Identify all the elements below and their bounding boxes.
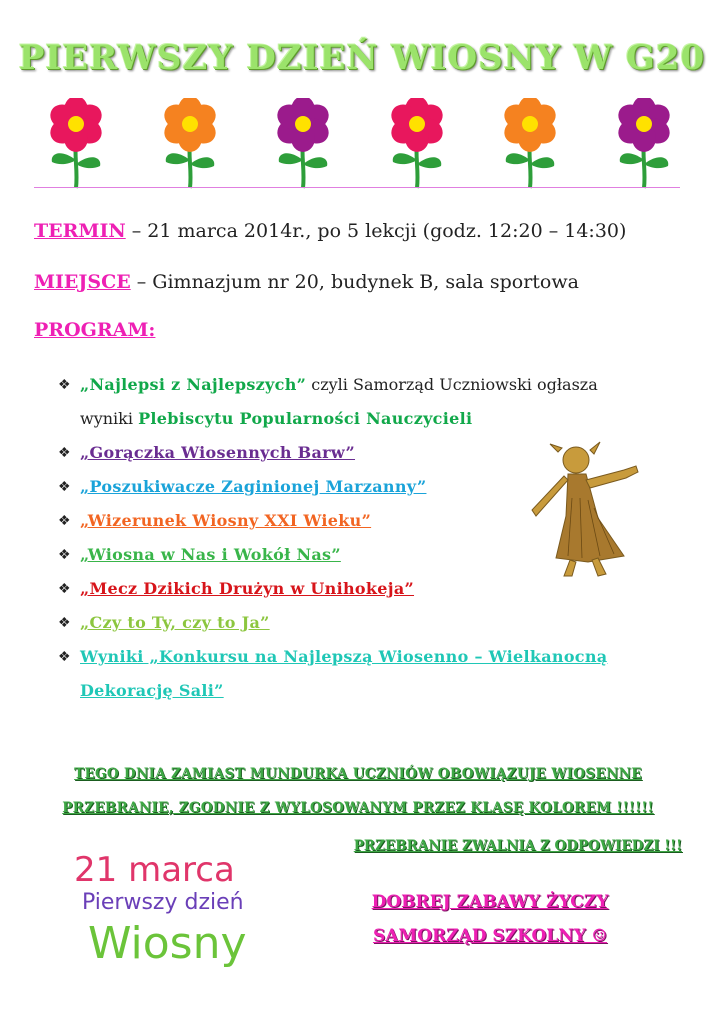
item-desc-line2: wyniki — [80, 409, 139, 428]
diamond-bullet-icon: ❖ — [58, 445, 71, 461]
notice-line-1: TEGO DNIA ZAMIAST MUNDURKA UCZNIÓW OBOWIĄZUJE WIOSENNE — [74, 766, 642, 782]
termin-label: TERMIN — [34, 220, 126, 242]
flower-leaf — [530, 157, 554, 168]
termin-line — [34, 220, 626, 242]
diamond-bullet-icon: ❖ — [58, 377, 71, 393]
logo-subtitle: Pierwszy dzień — [82, 890, 244, 915]
flower-icon — [598, 98, 690, 190]
marzanna-doll-icon — [528, 438, 650, 578]
item-desc: czyli Samorząd Uczniowski ogłasza — [306, 375, 598, 394]
diamond-bullet-icon: ❖ — [58, 547, 71, 563]
item-title-line2: Dekorację Sali” — [80, 681, 224, 700]
notice-line-3: PRZEBRANIE ZWALNIA Z ODPOWIEDZI !!! — [353, 838, 682, 854]
farewell-line-2: SAMORZĄD SZKOLNY ☺ — [372, 926, 608, 946]
item-title: „Wizerunek Wiosny XXI Wieku” — [80, 511, 372, 530]
flower-icon — [484, 98, 576, 190]
item-title: „Wiosna w Nas i Wokół Nas” — [80, 545, 341, 564]
flower-icon — [257, 98, 349, 190]
flower-leaf — [76, 157, 100, 168]
item-highlight: Plebiscytu Popularności Nauczycieli — [138, 409, 473, 428]
program-heading: PROGRAM: — [34, 319, 156, 341]
flower-leaf — [620, 153, 644, 164]
item-title: Wyniki „Konkursu na Najlepszą Wiosenno – Wielkanocną — [80, 647, 608, 666]
item-title: „Czy to Ty, czy to Ja” — [80, 613, 270, 632]
flower-leaf — [417, 157, 441, 168]
notice-line-2: PRZEBRANIE, ZGODNIE Z WYLOSOWANYM PRZEZ KLASĘ KOLOREM !!!!!! — [62, 800, 654, 816]
flower-leaf — [190, 157, 214, 168]
logo-word: Wiosny — [88, 918, 247, 969]
flower-icon — [144, 98, 236, 190]
flower-center — [636, 116, 652, 132]
flower-center — [182, 116, 198, 132]
diamond-bullet-icon: ❖ — [58, 615, 71, 631]
list-item — [58, 606, 678, 640]
diamond-bullet-icon: ❖ — [58, 513, 71, 529]
item-title: „Mecz Dzikich Drużyn w Unihokeja” — [80, 579, 415, 598]
miejsce-text: – Gimnazjum nr 20, budynek B, sala sportowa — [130, 271, 579, 293]
flower-leaf — [644, 157, 668, 168]
flower-leaf — [279, 153, 303, 164]
miejsce-line — [34, 271, 579, 293]
flower-icon — [30, 98, 122, 190]
spring-logo — [74, 848, 274, 978]
flower-center — [295, 116, 311, 132]
flower-leaf — [165, 153, 189, 164]
diamond-bullet-icon: ❖ — [58, 649, 71, 665]
farewell-line-1: DOBREJ ZABAWY ŻYCZY — [371, 892, 609, 912]
list-item — [58, 368, 678, 436]
diamond-bullet-icon: ❖ — [58, 581, 71, 597]
item-title: „Poszukiwacze Zaginionej Marzanny” — [80, 477, 427, 496]
logo-date: 21 marca — [74, 850, 235, 890]
flower-center — [409, 116, 425, 132]
flower-center — [522, 116, 538, 132]
flower-leaf — [303, 157, 327, 168]
diamond-bullet-icon: ❖ — [58, 479, 71, 495]
miejsce-label: MIEJSCE — [34, 271, 131, 293]
list-item — [58, 640, 678, 708]
flower-icon — [371, 98, 463, 190]
flower-center — [68, 116, 84, 132]
item-title: „Najlepsi z Najlepszych” — [80, 375, 307, 394]
page-title: PIERWSZY DZIEŃ WIOSNY W G20 — [18, 38, 706, 78]
item-title: „Gorączka Wiosennych Barw” — [80, 443, 356, 462]
flower-border — [30, 98, 690, 190]
divider — [34, 187, 680, 188]
flower-leaf — [393, 153, 417, 164]
flower-leaf — [52, 153, 76, 164]
flower-leaf — [506, 153, 530, 164]
termin-text: – 21 marca 2014r., po 5 lekcji (godz. 12:20 – 14:30) — [125, 220, 627, 242]
